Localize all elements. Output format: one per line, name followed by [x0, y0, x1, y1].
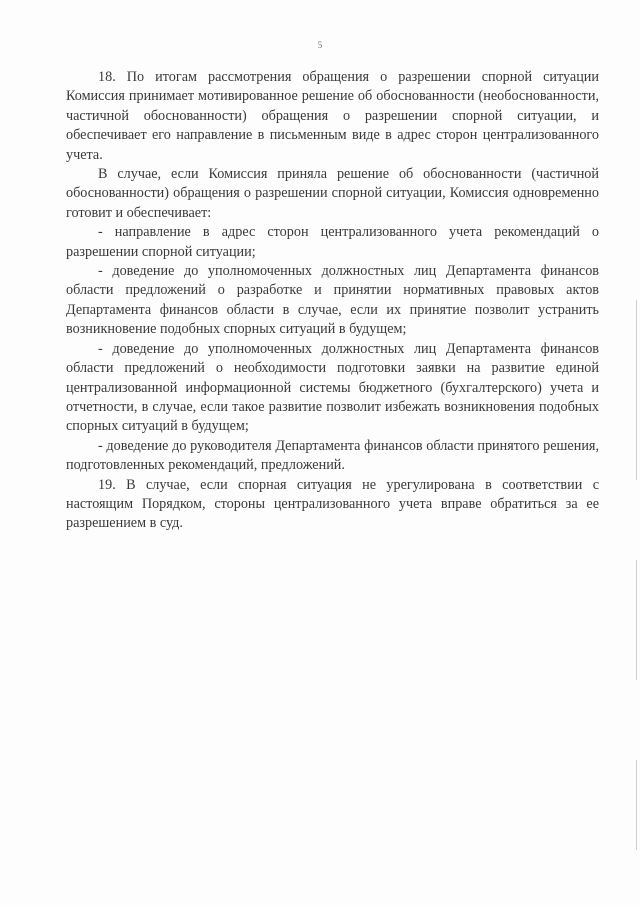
scan-edge-mark — [636, 300, 637, 480]
list-item-legal-acts-proposals: - доведение до уполномоченных должностных лиц Департамента финансов области предложений о разработке и принятии нормативных правовых актов Департамента финансов области в случае, если их принятие позволит устранить возникновение подобных спорных ситуаций в будущем; — [66, 263, 599, 338]
list-item-system-development-proposals: - доведение до уполномоченных должностных лиц Департамента финансов области предложений о необходимости подготовки заявки на развитие единой централизованной информационной системы бюджетного (бухгалтерского) учета и отчетности, в случае, если такое развитие позволит избежать возникновения подобных спорных ситуаций в будущем; — [66, 340, 599, 435]
paragraph-19: 19. В случае, если спорная ситуация не урегулирована в соответствии с настоящим Порядком, стороны централизованного учета вправе обратиться за ее разрешением в суд. — [66, 476, 599, 532]
scan-edge-mark — [636, 760, 637, 850]
paragraph-18: 18. По итогам рассмотрения обращения о разрешении спорной ситуации Комиссия принимает мотивированное решение об обоснованности (необоснованности, частичной обоснованности) обращения о разрешении спорной ситуации, и обеспечивает его направление в письменным виде в адрес сторон централизованного учета. — [66, 69, 599, 163]
document-body — [66, 68, 599, 534]
paragraph-commission-decision: В случае, если Комиссия приняла решение об обоснованности (частичной обоснованности) обращения о разрешении спорной ситуации, Комиссия одновременно готовит и обеспечивает: — [66, 166, 599, 221]
list-item-recommendations: - направление в адрес сторон централизованного учета рекомендаций о разрешении спорной ситуации; — [66, 224, 599, 260]
scan-edge-mark — [636, 560, 637, 680]
page-number: 5 — [317, 40, 323, 50]
list-item-report-to-head: - доведение до руководителя Департамента финансов области принятого решения, подготовленных рекомендаций, предложений. — [66, 437, 599, 474]
